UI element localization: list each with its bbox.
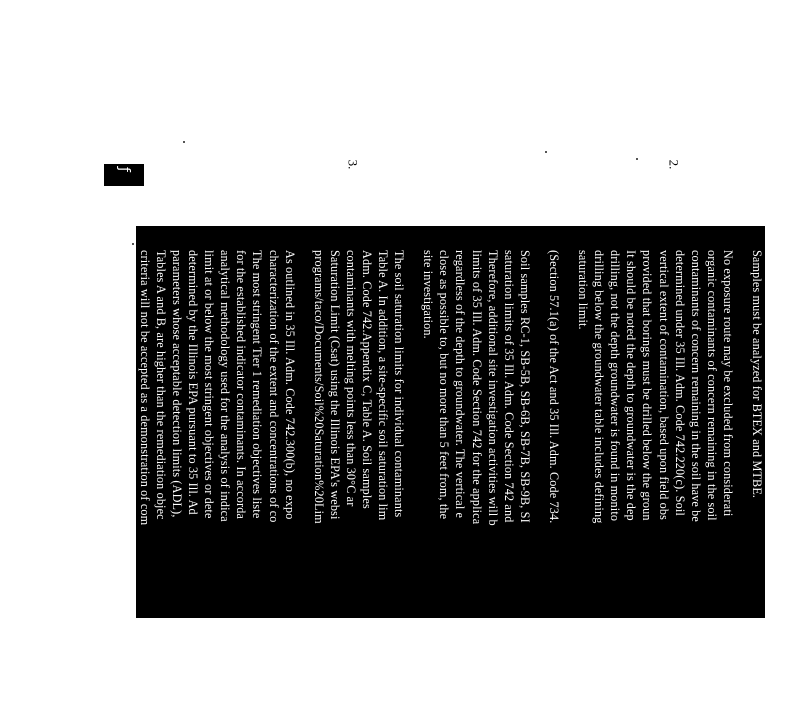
document-line: organic contaminants of concern remaining in the soil: [704, 250, 719, 521]
stamp-logo: [104, 164, 144, 186]
scan-speck: [183, 141, 185, 143]
logo-icon: ƒ: [116, 167, 132, 172]
document-line: As outlined in 35 Ill. Adm. Code 742.300(b), no expo: [282, 250, 297, 520]
document-line: drilling below the groundwater table includes defining: [592, 250, 607, 524]
document-body: [44, 250, 765, 710]
document-line: analytical methodology used for the analysis of indica: [218, 250, 233, 522]
document-line: Soil samples RC-1, SB-5B, SB-6B, SB-7B, SB-9B, SI: [517, 250, 532, 523]
document-line: close as possible to, but no more than 5 feet from, the: [437, 250, 452, 520]
document-paragraph: [546, 250, 562, 710]
scan-speck: [636, 158, 638, 160]
inverted-document-scan: [44, 226, 765, 618]
document-paragraph: [420, 250, 533, 710]
document-line: limit at or below the most stringent objectives or dete: [202, 250, 217, 519]
document-line: site investigation.: [421, 250, 436, 339]
document-line: determined under 35 Ill. Adm. Code 742.220(c). Soil: [672, 250, 687, 516]
document-line: parameters whose acceptable detection limits (ADL),: [170, 250, 184, 518]
document-line: of 0.32 mg/kg. The RDL for a chemical must be less: [76, 250, 91, 514]
page-number-3: 3.: [345, 159, 361, 170]
document-line: limits of 35 Ill. Adm. Code Section 742 for the applica: [469, 250, 484, 525]
document-line: No exposure route may be excluded from considerati: [720, 250, 735, 517]
document-paragraph: [575, 250, 736, 710]
document-line: Samples must be analyzed for BTEX and MTBE.: [750, 250, 764, 499]
document-line: for the established indicator contaminants. In accorda: [234, 250, 249, 520]
document-line: Soil samples RC-1, SB-5B, SB-6B, SB-7B, SB-9B, SI: [108, 250, 123, 523]
document-line: contaminants with melting points less than 30°C ar: [343, 250, 358, 507]
document-line: Saturation Limit (Csat) using the Illinois EPA's websi: [327, 250, 342, 520]
document-line: It should be noted the depth to groundwater is the dep: [624, 250, 639, 521]
document-paragraph: [43, 250, 123, 710]
document-line: Table A. In addition, a site-specific soil saturation lim: [376, 250, 391, 521]
document-line: drilling, not the depth groundwater is found in monito: [608, 250, 623, 522]
document-line: The most stringent Tier 1 remediation objectives liste: [250, 250, 265, 519]
document-line: determined by the Illinois EPA pursuant to 35 Ill. Ad: [186, 250, 201, 515]
document-line: programs/taco/Documents/Soil%20Saturation%20Lim: [311, 250, 326, 524]
document-paragraph: [749, 250, 765, 710]
document-paragraph: [311, 250, 408, 710]
page-number-2: 2.: [666, 159, 682, 170]
scan-speck: [132, 243, 134, 245]
document-line: (Section 57.1(a) of the Act and 35 Ill. Adm. Code 734.: [546, 250, 561, 524]
document-line: Tables A and B, are higher than the remediation objec: [153, 250, 168, 520]
document-line: The soil saturation limits for individual contaminants: [392, 250, 407, 518]
document-line: Adm. Code 742.Appendix C, Table A. Soil samples: [360, 250, 375, 509]
document-line: contaminants of concern remaining in the soil have be: [688, 250, 703, 522]
document-line: exceedances because the MTBE Reporting Detection: [92, 250, 107, 517]
document-line: criteria will not be accepted as a demonstration of com: [137, 250, 152, 526]
document-paragraph: [137, 250, 298, 710]
rotated-page: [44, 226, 765, 618]
document-line: Therefore, additional site investigation activities will b: [485, 250, 500, 526]
scan-speck: [545, 151, 547, 153]
document-line: characterization of the extent and concentrations of co: [266, 250, 281, 523]
document-line: objectives in all future submittals in order to be consi: [44, 250, 59, 519]
document-line: remediation objective. The RDL must be equal to or: [60, 250, 75, 512]
document-line: provided that borings must be drilled below the groun: [640, 250, 655, 521]
document-line: regardless of the depth to groundwater. The vertical e: [453, 250, 468, 519]
document-line: saturation limit.: [576, 250, 591, 330]
document-line: saturation limits of 35 Ill. Adm. Code Section 742 and: [501, 250, 516, 523]
document-line: vertical extent of contamination, based upon field obs: [656, 250, 671, 521]
